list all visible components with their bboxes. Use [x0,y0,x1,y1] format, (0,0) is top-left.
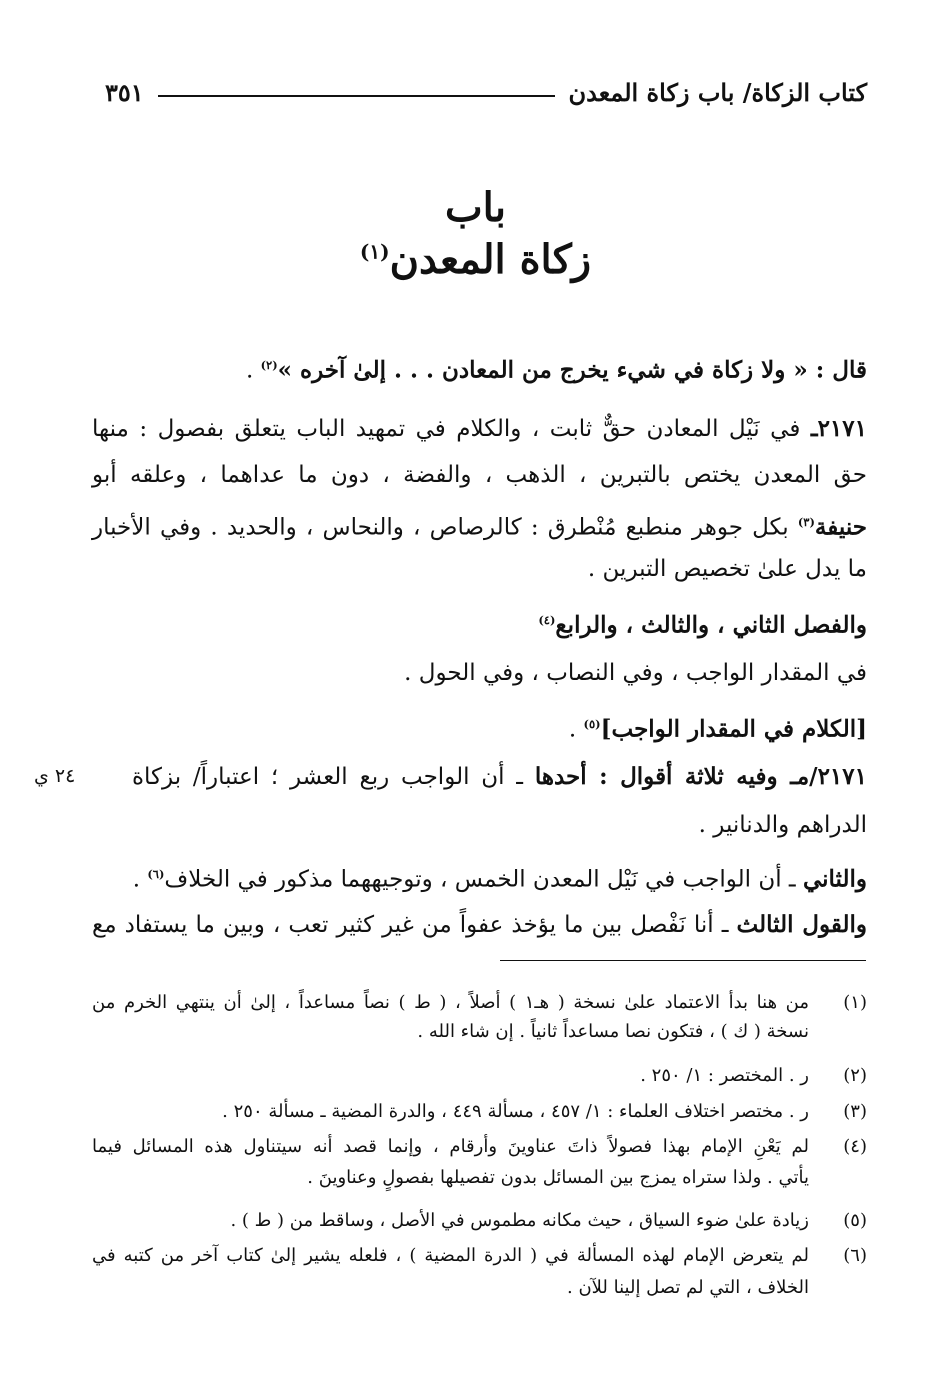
para-2171m-lead: ـ وفيه ثلاثة أقوال : أحدها [534,763,797,790]
para-2171-text-4: ما يدل علىٰ تخصيص التبرين . [587,556,867,582]
thani-lead: والثاني [802,865,867,893]
kalam-heading [92,707,867,747]
footnote-ref-5: (٥) [583,717,601,731]
para-2171-line-3 [92,505,867,545]
footnote-text: لم يَعْنِ الإمام بهذا فصولاً ذاتَ عناوينَ وأرقام ، وإنما قصد أنه سيتناول هذه المسائل فيما [92,1136,809,1157]
page-number: ٣٥١ [105,77,144,107]
footnote-number: (٤) [843,1136,867,1157]
qala-lead: قال : [815,356,867,384]
footnote-ref-3: (٣) [797,515,815,529]
footnote-text-cont: الخلاف ، التي لم تصل إلينا للآن . [567,1277,809,1298]
footnote-5 [92,1206,867,1236]
footnote-ref-6: (٦) [147,867,165,881]
para-2171-text-2: حق المعدن يختص بالتبرين ، الذهب ، والفضة ، دون ما عداهما ، وعلقه أبو [92,462,867,488]
footnote-2 [92,1061,867,1091]
footnote-number: (٢) [843,1065,867,1086]
fasl-description [92,656,867,690]
thalith-line [92,908,867,942]
fasl-description-text: في المقدار الواجب ، وفي النصاب ، وفي الحول . [404,660,867,686]
para-2171-line-2 [92,458,867,492]
footnote-text-cont: نسخة ( ك ) ، فتكون نصا مساعداً ثانياً . إن شاء الله . [417,1021,809,1042]
footnote-number: (٣) [843,1101,867,1122]
thani-end: . [132,866,148,893]
para-2171-text-3: بكل جوهر منطبع مُنْطرق : كالرصاص ، والنحاس ، والحديد . وفي الأخبار [92,514,798,541]
kalam-end: . [568,716,584,743]
qala-line [92,348,867,388]
footnote-ref-2: (٢) [260,358,278,372]
para-2171-text-1: في نَيْل المعادن حقٌّ ثابت ، والكلام في تمهيد الباب يتعلق بفصول : منها [92,416,811,442]
para-2171m-text-2: الدراهم والدنانير . [698,812,867,838]
para-2171m-line-2 [92,808,867,842]
footnote-text: ر . مختصر اختلاف العلماء : ١/ ٤٥٧ ، مسألة ٤٤٩ ، والدرة المضية ـ مسألة ٢٥٠ . [222,1101,809,1122]
fasl-heading-text: والفصل الثاني ، والثالث ، والرابع [555,611,867,639]
footnote-text-cont: يأتي . ولذا ستراه يمزج بين المسائل بدون تفصيلها بفصولٍ وعناوينَ . [307,1167,809,1188]
footnote-number: (٦) [843,1245,867,1266]
footnote-number: (٥) [843,1210,867,1231]
fasl-heading [92,603,867,643]
qala-quote: « ولا زكاة في شيء يخرج من المعادن . . . إلىٰ آخره » [277,356,816,384]
running-head-rule [158,95,555,97]
para-2171-line-1 [92,412,867,446]
thani-text: ـ أن الواجب في نَيْل المعدن الخمس ، وتوجيههما مذكور في الخلاف [164,866,803,893]
para-2171-line-4 [92,552,867,586]
footnote-ref-1: (١) [359,239,390,264]
para-2171-abu-hanifa: حنيفة [814,513,867,541]
footnote-number: (١) [843,992,867,1013]
para-2171-number: ٢١٧١ـ [810,415,867,442]
footnote-6 [92,1241,867,1301]
thani-line [92,857,867,897]
thalith-lead: والقول الثالث [736,911,867,938]
footnote-text: زيادة علىٰ ضوء السياق ، حيث مكانه مطموس في الأصل ، وساقط من ( ط ) . [230,1210,809,1231]
footnote-text: من هنا بدأ الاعتماد علىٰ نسخة ( هـ١ ) أصلاً ، ( ط ) نصاً مساعداً ، إلىٰ أن ينتهي الخرم من [92,992,810,1013]
footnote-3 [92,1097,867,1127]
para-2171m-text-1: ـ أن الواجب ربع العشر ؛ اعتباراً/ بزكاة [132,764,535,790]
chapter-heading-text: باب [445,184,506,231]
footnote-text: ر . المختصر : ١/ ٢٥٠ . [640,1065,809,1086]
chapter-title [0,236,951,283]
chapter-heading-bab [0,184,951,231]
footnote-ref-4: (٤) [538,613,556,627]
running-head-title: كتاب الزكاة/ باب زكاة المعدن [568,77,867,107]
margin-folio-note: ٢٤ ي [34,765,76,787]
chapter-title-text: زكاة المعدن [389,236,592,283]
running-head [105,74,867,110]
footnote-separator [500,960,866,961]
para-2171m-number: ٢١٧١/م [796,763,867,790]
qala-end: . [245,357,261,384]
footnote-text: لم يتعرض الإمام لهذه المسألة في ( الدرة المضية ) ، فلعله يشير إلىٰ كتاب آخر من كتبه في [92,1245,809,1266]
kalam-heading-text: [الكلام في المقدار الواجب] [600,715,867,743]
footnote-4 [92,1132,867,1192]
thalith-text: ـ أنا نَفْصل بين ما يؤخذ عفواً من غير كثير تعب ، وبين ما يستفاد مع [92,912,737,938]
footnote-1 [92,988,867,1048]
para-2171m-line-1 [132,760,867,794]
